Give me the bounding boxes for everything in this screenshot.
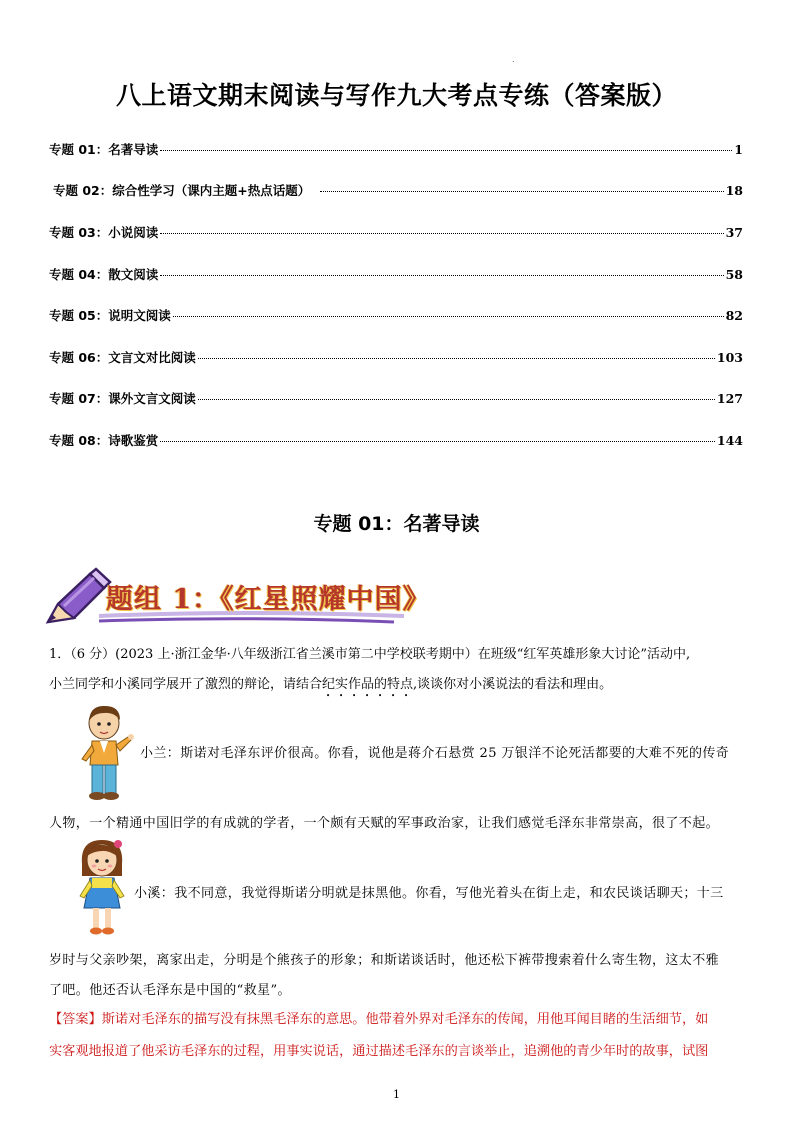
toc-entry-06[interactable] — [49, 348, 743, 366]
question-text: 小兰同学和小溪同学展开了激烈的辩论，请结合 — [49, 677, 323, 692]
document-title: 八上语文期末阅读与写作九大考点专练（答案版） — [115, 81, 677, 110]
girl-illustration — [74, 836, 130, 938]
toc-page: 82 — [725, 308, 743, 323]
emphasis-text: 纪实作品的特点 — [322, 677, 414, 692]
toc-page: 103 — [716, 350, 743, 365]
toc-label: 专题 02：综合性学习（课内主题+热点话题） — [53, 183, 311, 198]
answer-text: 斯诺对毛泽东的描写没有抹黑毛泽东的意思。他带着外界对毛泽东的传闻，用他耳闻目睹的生活细节，如 — [101, 1012, 709, 1027]
topic-banner-text: 题组 1：《红星照耀中国》 — [106, 584, 431, 615]
toc-label: 专题 01：名著导读 — [49, 142, 159, 157]
toc-leader — [198, 399, 715, 400]
toc-entry-04[interactable] — [49, 265, 743, 283]
toc-leader — [160, 150, 732, 151]
toc-entry-01[interactable] — [49, 140, 743, 158]
toc-entry-03[interactable] — [49, 223, 743, 241]
toc-page: 144 — [716, 433, 743, 448]
answer-tag: 【答案】 — [49, 1012, 102, 1027]
xiaoxi-line-1: 小溪：我不同意，我觉得斯诺分明就是抹黑他。你看，写他光着头在街上走，和农民谈话聊天；十三 — [134, 886, 724, 901]
toc-page: 18 — [725, 183, 743, 198]
toc-label: 专题 03：小说阅读 — [49, 225, 159, 240]
answer-line-2: 实客观地报道了他采访毛泽东的过程，用事实说话，通过描述毛泽东的言谈举止，追溯他的青少年时的故事，试图 — [49, 1044, 709, 1059]
toc-leader — [160, 275, 723, 276]
xiaoxi-line-3: 了吧。他还否认毛泽东是中国的“救星”。 — [49, 983, 291, 998]
xiaoxi-line-2: 岁时与父亲吵架，离家出走，分明是个熊孩子的形象；和斯诺谈话时，他还松下裤带搜索着什么寄生物，这太不雅 — [49, 953, 720, 968]
toc-page: 37 — [725, 225, 743, 240]
question-text: ,谈谈你对小溪说法的看法和理由。 — [413, 677, 613, 692]
toc-entry-02[interactable] — [53, 181, 743, 199]
stray-dot: . — [512, 55, 515, 64]
toc-leader — [198, 358, 715, 359]
xiaolan-line-1: 小兰：斯诺对毛泽东评价很高。你看，说他是蒋介石悬赏 25 万银洋不论死活都要的大难不死的传奇 — [140, 746, 730, 761]
toc-page: 58 — [725, 267, 743, 282]
toc-entry-07[interactable] — [49, 389, 743, 407]
toc-label: 专题 07：课外文言文阅读 — [49, 391, 196, 406]
toc-label: 专题 06：文言文对比阅读 — [49, 350, 196, 365]
xiaolan-line-2: 人物，一个精通中国旧学的有成就的学者，一个颇有天赋的军事政治家，让我们感觉毛泽东非常崇高，很了不起。 — [49, 816, 720, 831]
toc-leader — [173, 316, 724, 317]
page-number: 1 — [393, 1088, 400, 1101]
toc-page: 127 — [716, 391, 743, 406]
toc-page: 1 — [734, 142, 743, 157]
question-line-2 — [49, 675, 612, 700]
toc-leader — [160, 233, 723, 234]
toc-entry-05[interactable] — [49, 306, 743, 324]
toc-label: 专题 05：说明文阅读 — [49, 308, 171, 323]
boy-illustration — [74, 703, 136, 801]
toc-entry-08[interactable] — [49, 431, 743, 449]
section-title: 专题 01：名著导读 — [313, 513, 480, 535]
toc-label: 专题 04：散文阅读 — [49, 267, 159, 282]
toc-leader — [320, 191, 723, 192]
toc-label: 专题 08：诗歌鉴赏 — [49, 433, 159, 448]
toc-leader — [160, 441, 715, 442]
answer-line-1 — [49, 1010, 708, 1030]
question-line-1: 1．（6 分）(2023 上·浙江金华·八年级浙江省兰溪市第二中学校联考期中）在班级“红军英雄形象大讨论”活动中, — [49, 647, 691, 662]
